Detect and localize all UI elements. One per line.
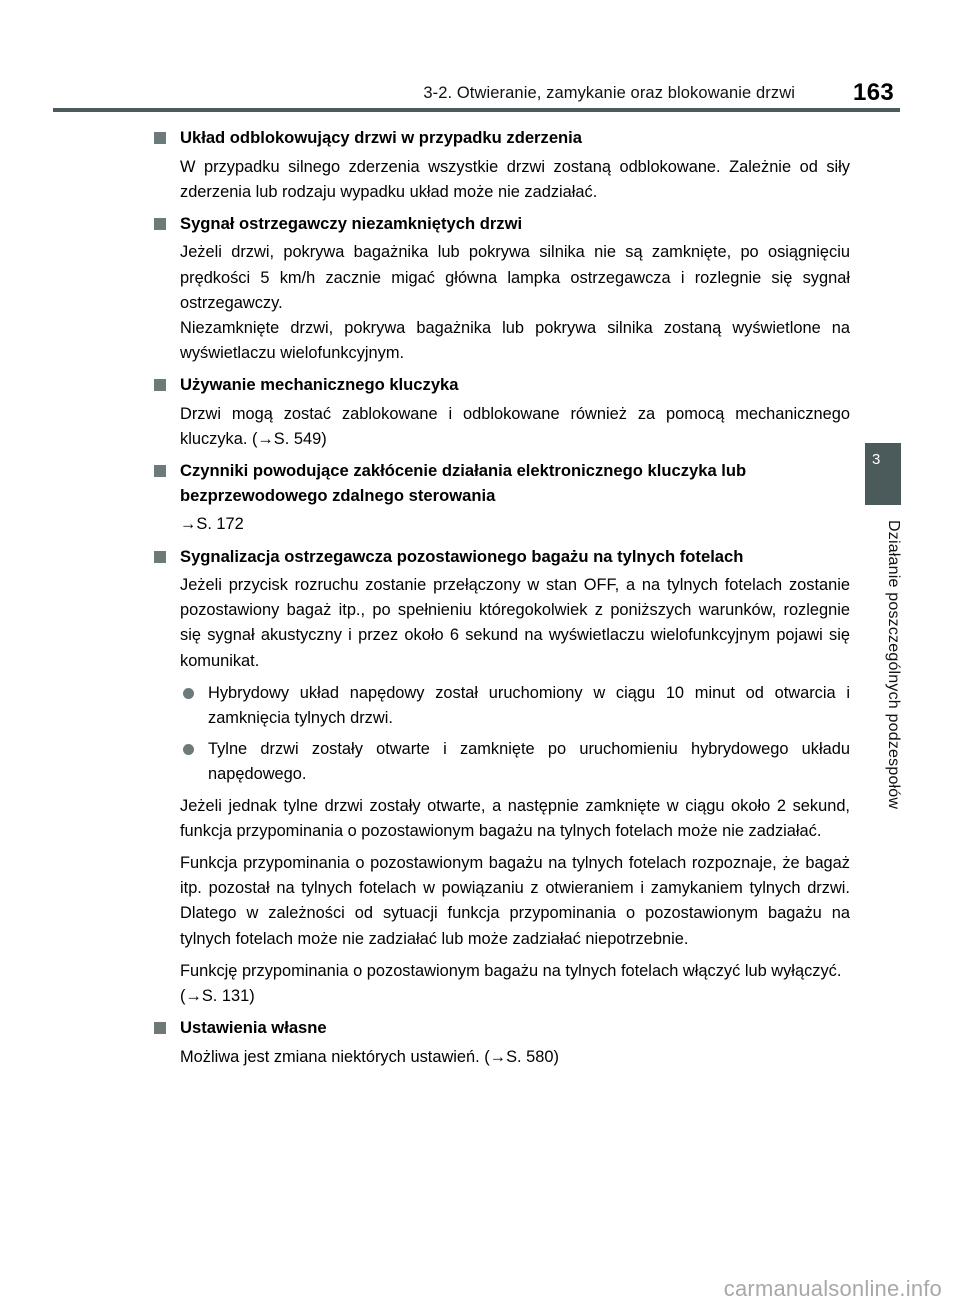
chapter-number: 3	[872, 451, 881, 468]
section-heading	[152, 212, 850, 237]
square-bullet-icon	[154, 132, 166, 144]
square-bullet-icon	[154, 1022, 166, 1034]
circle-bullet-icon	[183, 744, 194, 755]
section-heading-label: Sygnał ostrzegawczy niezamkniętych drzwi	[180, 213, 523, 233]
paragraph: Jeżeli drzwi, pokrywa bagażnika lub pokrywa silnika nie są zamknięte, po osiągnięciu prędkości 5 km/h zacznie migać główna lampka ostrzegawcza i rozlegnie się sygnał ostrzegawczy.	[180, 243, 850, 312]
section-heading-label: Używanie mechanicznego kluczyka	[180, 375, 459, 395]
page-header	[53, 76, 900, 112]
circle-bullet-icon	[183, 688, 194, 699]
list-item	[152, 681, 850, 731]
page-number: 163	[853, 79, 894, 106]
paragraph: W przypadku silnego zderzenia wszystkie drzwi zostaną odblokowane. Zależnie od siły zderzenia lub rodzaju wypadku układ może nie zadziałać.	[180, 157, 850, 201]
watermark: carmanualsonline.info	[723, 1276, 942, 1301]
paragraph: Możliwa jest zmiana niektórych ustawień. (→S. 580)	[180, 1047, 559, 1066]
section-heading	[152, 373, 850, 398]
square-bullet-icon	[154, 465, 166, 477]
section-heading-label: Ustawienia własne	[180, 1018, 327, 1038]
header-title: 3-2. Otwieranie, zamykanie oraz blokowanie drzwi	[423, 84, 795, 102]
square-bullet-icon	[154, 379, 166, 391]
list-item-label: Hybrydowy układ napędowy został uruchomiony w ciągu 10 minut od otwarcia i zamknięcia tylnych drzwi.	[208, 683, 850, 728]
paragraph: Niezamknięte drzwi, pokrywa bagażnika lub pokrywa silnika zostaną wyświetlone na wyświetlaczu wielofunkcyjnym.	[180, 319, 850, 363]
section-heading-label: Układ odblokowujący drzwi w przypadku zderzenia	[180, 128, 583, 147]
chapter-title: Działanie poszczególnych podzespołów	[885, 520, 902, 810]
paragraph: Jeżeli jednak tylne drzwi zostały otwarte, a następnie zamknięte w ciągu około 2 sekund, funkcja przypominania o pozostawionym bagażu na tylnych fotelach może nie zadziałać.	[180, 796, 850, 840]
square-bullet-icon	[154, 218, 166, 230]
page-reference: →S. 172	[180, 515, 244, 534]
section-heading	[152, 126, 850, 151]
list-item	[152, 737, 850, 787]
header-rule	[53, 108, 900, 112]
paragraph: Funkcję przypominania o pozostawionym bagażu na tylnych fotelach włączyć lub wyłączyć. (→S. 131)	[180, 961, 842, 1006]
section-heading	[152, 545, 850, 570]
paragraph: Jeżeli przycisk rozruchu zostanie przełączony w stan OFF, a na tylnych fotelach zostanie pozostawiony bagaż itp., po spełnieniu któregokolwiek z poniższych warunków, rozlegnie się sygnał akustyczny i przez około 6 sekund na wyświetlaczu wielofunkcyjnym pojawi się komunikat.	[180, 576, 850, 670]
section-heading-label: Sygnalizacja ostrzegawcza pozostawionego bagażu na tylnych fotelach	[180, 546, 744, 566]
section-heading	[152, 459, 850, 508]
square-bullet-icon	[154, 551, 166, 563]
section-heading-label: Czynniki powodujące zakłócenie działania elektronicznego kluczyka lub bezprzewodowego zdalnego sterowania	[180, 461, 747, 505]
list-item-label: Tylne drzwi zostały otwarte i zamknięte po uruchomieniu hybrydowego układu napędowego.	[208, 740, 850, 784]
page-content	[152, 126, 850, 1077]
paragraph: Drzwi mogą zostać zablokowane i odblokowane również za pomocą mechanicznego kluczyka. (→S. 549)	[180, 404, 850, 449]
paragraph: Funkcja przypominania o pozostawionym bagażu na tylnych fotelach rozpoznaje, że bagaż itp. pozostał na tylnych fotelach w powiązaniu z otwieraniem i zamykaniem tylnych drzwi. Dlatego w zależności od sytuacji funkcja przypominania o pozostawionym bagażu na tylnych fotelach może nie zadziałać lub może zadziałać niepotrzebnie.	[180, 854, 850, 948]
section-heading	[152, 1016, 850, 1041]
chapter-tab	[865, 443, 901, 505]
